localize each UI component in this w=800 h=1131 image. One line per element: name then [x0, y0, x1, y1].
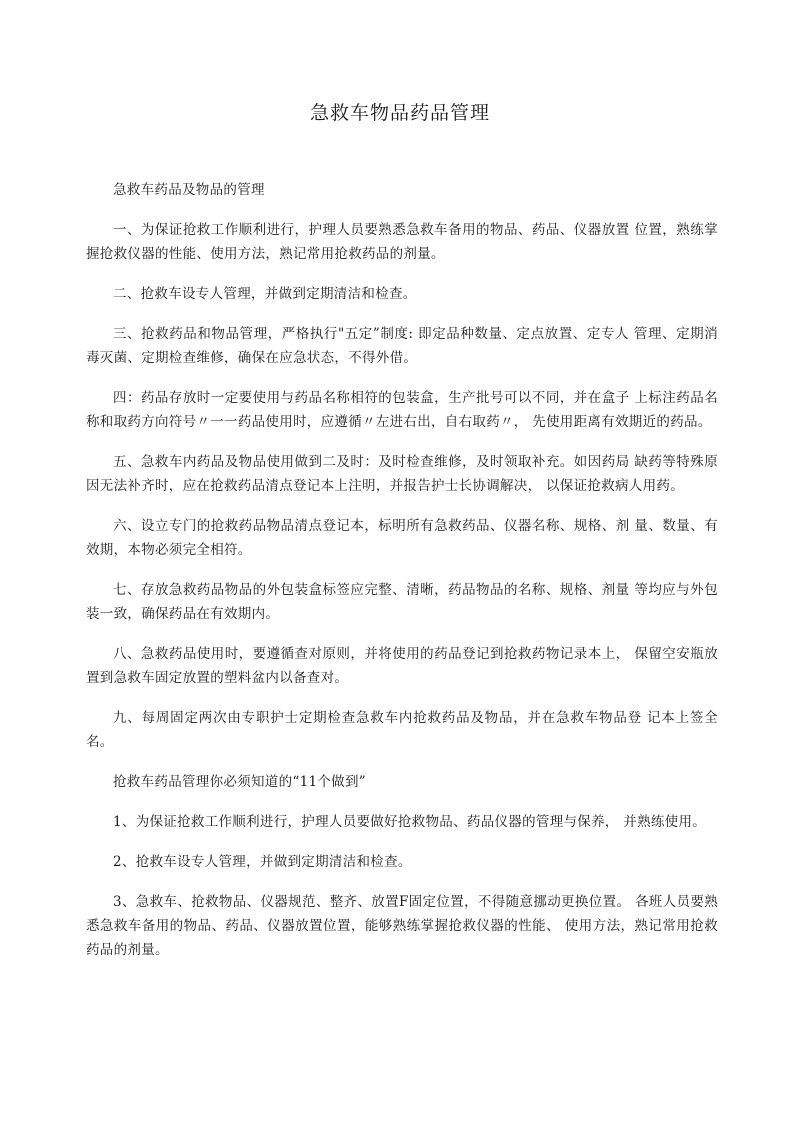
paragraph-item-1: 一、为保证抢救工作顺利进行，护理人员要熟悉急救车备用的物品、药品、仪器放置 位置，熟练掌握抢救仪器的性能、使用方法，熟记常用抢救药品的剂量。	[86, 222, 718, 262]
paragraph-item-3: 三、抢救药品和物品管理，严格执行"五定”制度: 即定品种数量、定点放置、定专人 管理、定期消毒灭菌、定期检查维修，确保在应急状态，不得外借。	[86, 326, 718, 366]
paragraph-item-5: 五、急救车内药品及物品使用做到二及时：及时检查维修，及时领取补充。如因药局 缺药等特殊原因无法补齐时，应在抢救药品清点登记本上注明，并报告护士长协调解决， 以保证抢救病人用药。	[86, 454, 718, 494]
document-body	[86, 178, 718, 978]
section-heading-11-rules: 抢救车药品管理你必须知道的“11个做到”	[113, 774, 366, 790]
section-heading-management: 急救车药品及物品的管理	[113, 182, 265, 198]
document-title: 急救车物品药品管理	[309, 102, 490, 124]
paragraph-item-7: 七、存放急救药品物品的外包装盒标签应完整、清晰，药品物品的名称、规格、剂量 等均应与外包装一致，确保药品在有效期内。	[86, 582, 718, 622]
paragraph-item-6: 六、设立专门的抢救药品物品清点登记本，标明所有急救药品、仪器名称、规格、剂 量、数量、有效期，本物必须完全相符。	[86, 518, 718, 558]
rule-item-3: 3、急救车、抢救物品、仪器规范、整齐、放置F固定位置，不得随意挪动更换位置。 各班人员要熟悉急救车备用的物品、药品、仪器放置位置，能够熟练掌握抢救仪器的性能、 使用方法，熟记常用抢救药品的剂量。	[86, 894, 718, 958]
paragraph-item-8: 八、急救药品使用时，要遵循查对原则，并将使用的药品登记到抢救药物记录本上， 保留空安瓶放置到急救车固定放置的塑料盆内以备查对。	[86, 646, 718, 686]
paragraph-item-2: 二、抢救车设专人管理，并做到定期清洁和检查。	[113, 286, 417, 302]
paragraph-item-4: 四：药品存放时一定要使用与药品名称相符的包装盒，生产批号可以不同，并在盒子 上标注药品名称和取药方向符号〃一一药品使用时，应遵循〃左进右出，自右取药〃， 先使用距离有效期近的药品。	[86, 390, 718, 430]
paragraph-item-9: 九、每周固定两次由专职护士定期检查急救车内抢救药品及物品，并在急救车物品登 记本上签全名。	[86, 710, 718, 750]
rule-item-1: 1、为保证抢救工作顺利进行，护理人员要做好抢救物品、药品仪器的管理与保养， 并熟练使用。	[113, 814, 707, 830]
rule-item-2: 2、抢救车设专人管理，并做到定期清洁和检查。	[113, 854, 412, 870]
